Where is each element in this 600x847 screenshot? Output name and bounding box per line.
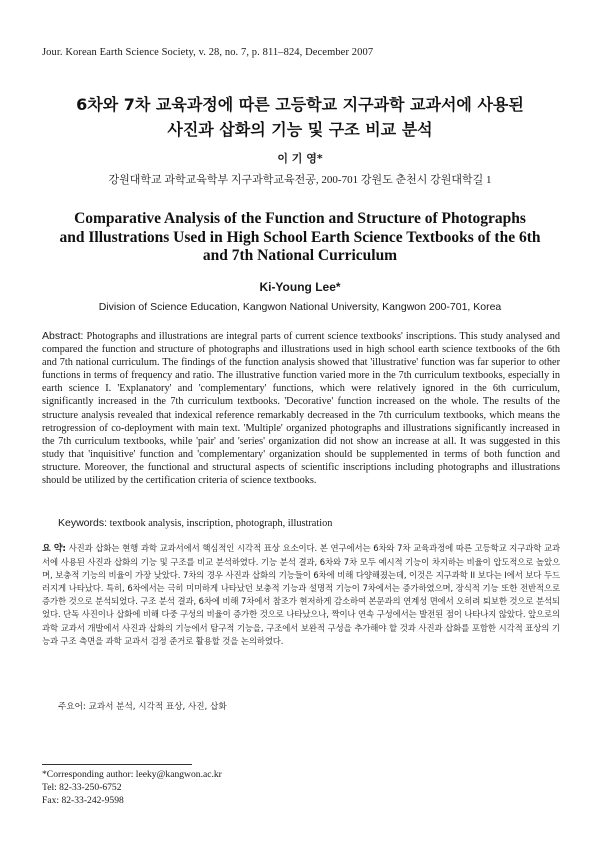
- korean-title: [40, 92, 560, 142]
- abstract-text: Photographs and illustrations are integral parts of current science textbooks' inscriptions. This study analysed and compared the function and structure of photographs and illustrations used in high school earth science textbooks of the 6th and 7th national curriculum. The findings of the function analysis showed that 'illustrative' function was far superior to other functions in terms of frequency and ratio. The illustrative function varied more in the 7th curriculum textbooks, especially in earth science I. 'Explanatory' and 'complementary' functions, which were relatively ignored in the 6th curriculum, significantly increased in the 7th curriculum textbooks. 'Decorative' function increased on the whole. The results of the structure analysis revealed that indexical reference remarkably decreased in the 7th curriculum textbooks, which means the retrogression of co-deployment with main text. 'Multiple' organized photographs and illustrations significantly increased in the 7th curriculum textbooks, while 'pair' and 'series' organization did not show an increase at all. It was suggested in this study that 'inquisitive' function and 'complementary' organization should be supplemented in terms of both function and structure. Moreover, the functional and structural aspects of scientific inscriptions including photographs and illustrations should be utilized by the certification criteria of science textbooks.: [42, 331, 560, 487]
- journal-citation: Jour. Korean Earth Science Society, v. 28, no. 7, p. 811–824, December 2007: [42, 47, 374, 58]
- keywords-text: textbook analysis, inscription, photograph, illustration: [109, 518, 333, 529]
- keywords-label: Keywords:: [58, 517, 108, 529]
- footnote: [42, 768, 442, 807]
- korean-title-line-1: 6차와 7차 교육과정에 따른 고등학교 지구과학 교과서에 사용된: [76, 95, 524, 114]
- korean-summary: [42, 542, 560, 648]
- fax: Fax: 82-33-242-9598: [42, 795, 124, 806]
- keywords: [58, 517, 558, 529]
- telephone: Tel: 82-33-250-6752: [42, 782, 122, 793]
- korean-keywords-text: 교과서 분석, 시각적 표상, 사진, 삽화: [88, 702, 227, 712]
- korean-keywords: [58, 700, 558, 712]
- korean-author: 이 기 영*: [277, 152, 323, 165]
- english-affiliation: Division of Science Education, Kangwon National University, Kangwon 200-701, Korea: [98, 301, 502, 313]
- korean-summary-label: 요 약:: [42, 544, 66, 554]
- abstract-label: Abstract:: [42, 330, 84, 342]
- corresponding-author: *Corresponding author: leeky@kangwon.ac.kr: [42, 769, 222, 780]
- abstract: [42, 330, 560, 487]
- korean-affiliation: 강원대학교 과학교육학부 지구과학교육전공, 200-701 강원도 춘천시 강원대학길 1: [108, 174, 492, 186]
- korean-title-line-2: 사진과 삽화의 기능 및 구조 비교 분석: [167, 120, 433, 139]
- korean-keywords-label: 주요어:: [58, 702, 86, 712]
- english-title-line-1: Comparative Analysis of the Function and Structure of Photographs: [74, 210, 526, 227]
- english-author: Ki-Young Lee*: [259, 280, 341, 294]
- english-title-line-3: and 7th National Curriculum: [202, 247, 398, 264]
- english-title: [30, 210, 570, 266]
- footnote-divider: [42, 764, 192, 765]
- english-title-line-2: and Illustrations Used in High School Earth Science Textbooks of the 6th: [59, 228, 541, 246]
- korean-summary-text: 사진과 삽화는 현행 과학 교과서에서 핵심적인 시각적 표상 요소이다. 본 연구에서는 6차와 7차 교육과정에 따른 고등학교 지구과학 교과서에 사용된 사진과 삽화의 기능 및 구조를 비교 분석하였다. 기능 분석 결과, 6차와 7차 모두 예시적 기능이 차지하는 비율이 압도적으로 높았으며, 보충적 기능의 비율이 가장 낮았다. 7차의 경우 사진과 삽화의 기능들이 6차에 비해 다양해졌는데, 이것은 지구과학 II 보다는 I에서 보다 두드러지게 나타났다. 특히, 6차에서는 극히 미미하게 나타났던 보충적 기능과 설명적 기능이 7차에서는 증가하였으며, 장식적 기능 또한 전반적으로 증가한 것으로 분석되었다. 구조 분석 결과, 6차에 비해 7차에서 참조가 현저하게 감소하여 본문과의 연계성 면에서 오히려 퇴보한 것으로 분석되었다. 단독 사진이나 삽화에 비해 다중 구성의 비율이 증가한 것으로 나타났으나, 짝이나 연속 구성에서는 발전된 점이 나타나지 않았다. 앞으로의 과학 교과서 개발에서 사진과 삽화의 기능에서 탐구적 기능을, 구조에서 보완적 구성을 추가해야 할 것과 사진과 삽화를 포함한 시각적 표상의 기능과 구조 측면을 과학 교과서 검정 준거로 활용할 것을 논의하였다.: [42, 543, 561, 646]
